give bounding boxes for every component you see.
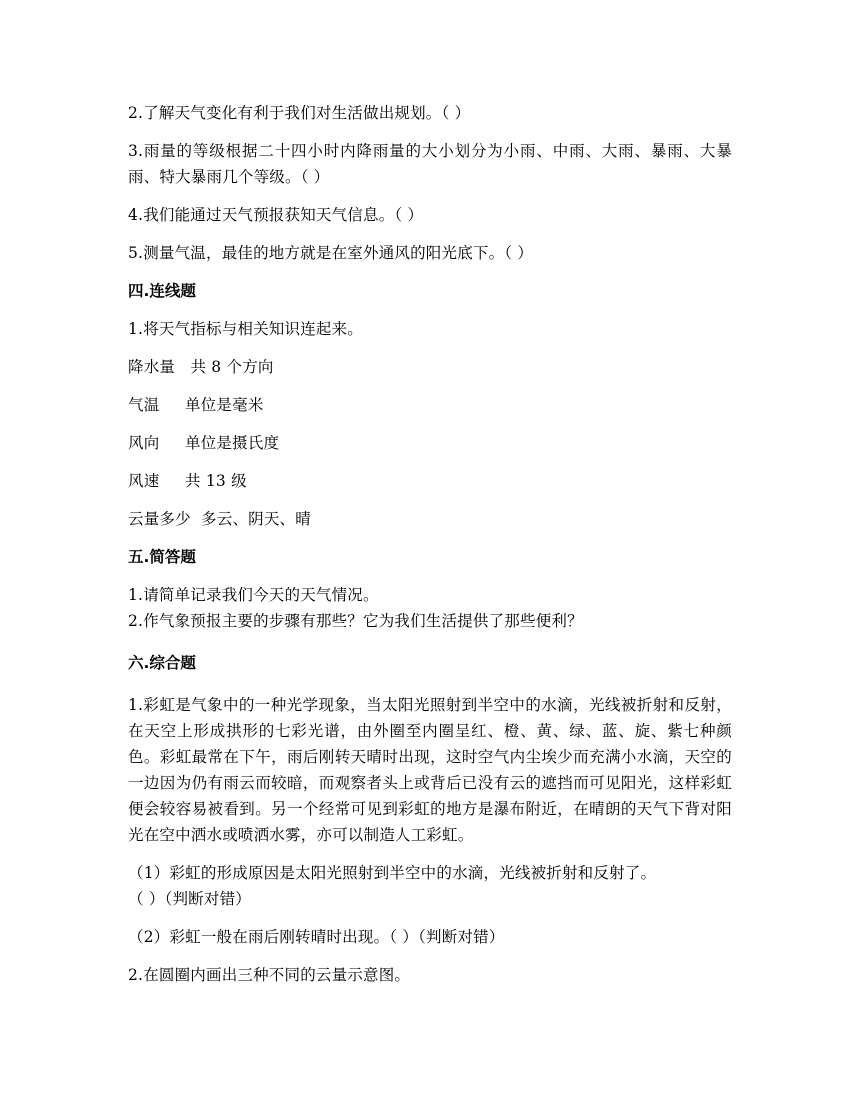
rainbow-passage: 1.彩虹是气象中的一种光学现象，当太阳光照射到半空中的水滴，光线被折射和反射，在天空上形成拱形的七彩光谱，由外圈至内圈呈红、橙、黄、绿、蓝、旋、紫七种颜色。彩虹最常在下午，雨后刚转天晴时出现，这时空气内尘埃少而充满小水滴，天空的一边因为仍有雨云而较暗，而观察者头上或背后已没有云的遮挡而可见阳光，这样彩虹便会较容易被看到。另一个经常可见到彩虹的地方是瀑布附近，在晴朗的天气下背对阳光在空中洒水或喷洒水雾，亦可以制造人工彩虹。 xyxy=(128,696,732,844)
section-heading-matching: 四.连线题 xyxy=(128,282,196,300)
rainbow-subquestion-1-line-2: （ ）（判断对错） xyxy=(128,890,251,908)
rainbow-subquestion-1-line-1: （1）彩虹的形成原因是太阳光照射到半空中的水滴，光线被折射和反射了。 xyxy=(128,864,657,882)
section-heading-comprehensive: 六.综合题 xyxy=(128,654,196,672)
rainbow-subquestion-2: （2）彩虹一般在雨后刚转晴时出现。（ ）（判断对错） xyxy=(128,928,505,946)
judge-question-4: 4.我们能通过天气预报获知天气信息。（ ） xyxy=(128,206,424,224)
matching-pair-3: 风向 单位是摄氏度 xyxy=(128,434,280,452)
matching-question-1: 1.将天气指标与相关知识连起来。 xyxy=(128,320,363,338)
matching-pair-2: 气温 单位是毫米 xyxy=(128,396,264,414)
short-answer-question-2: 2.作气象预报主要的步骤有那些？它为我们生活提供了那些便利？ xyxy=(128,612,583,630)
section-heading-short-answer: 五.简答题 xyxy=(128,548,196,566)
matching-pair-5: 云量多少 多云、阴天、晴 xyxy=(128,510,311,528)
short-answer-question-1: 1.请简单记录我们今天的天气情况。 xyxy=(128,586,379,604)
cloud-drawing-question: 2.在圆圈内画出三种不同的云量示意图。 xyxy=(128,966,411,984)
document-page xyxy=(128,100,732,1000)
matching-pair-1: 降水量 共 8 个方向 xyxy=(128,358,274,376)
matching-pair-4: 风速 共 13 级 xyxy=(128,472,247,490)
judge-question-2: 2.了解天气变化有利于我们对生活做出规划。（ ） xyxy=(128,104,471,122)
judge-question-3: 3.雨量的等级根据二十四小时内降雨量的大小划分为小雨、中雨、大雨、暴雨、大暴雨、特大暴雨几个等级。（ ） xyxy=(128,142,732,186)
judge-question-5: 5.测量气温，最佳的地方就是在室外通风的阳光底下。（ ） xyxy=(128,244,534,262)
